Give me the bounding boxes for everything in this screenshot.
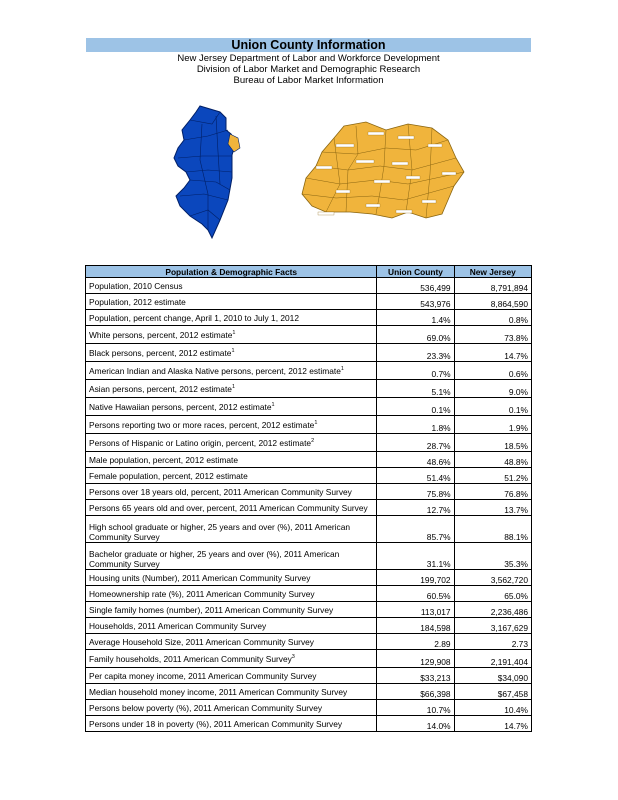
table-row	[86, 684, 532, 700]
footnote-marker: 1	[232, 329, 236, 336]
new-jersey-value: 3,562,720	[454, 570, 531, 586]
new-jersey-map	[168, 100, 248, 245]
fact-label	[86, 294, 377, 310]
fact-label-text: Family households, 2011 American Community Survey	[89, 653, 292, 664]
table-row	[86, 650, 532, 668]
fact-label-text: Per capita money income, 2011 American Community Survey	[89, 670, 317, 681]
fact-label	[86, 618, 377, 634]
union-county-value: 199,702	[377, 570, 454, 586]
new-jersey-value: 2,236,486	[454, 602, 531, 618]
footnote-marker: 1	[271, 401, 275, 408]
fact-label-text: Single family homes (number), 2011 American Community Survey	[89, 604, 334, 615]
fact-label-text: Average Household Size, 2011 American Community Survey	[89, 636, 314, 647]
fact-label	[86, 650, 377, 668]
fact-label-text: Female population, percent, 2012 estimate	[89, 470, 248, 481]
fact-label-text: Population, 2010 Census	[89, 280, 183, 291]
new-jersey-value: 2.73	[454, 634, 531, 650]
table-row	[86, 294, 532, 310]
new-jersey-value: 65.0%	[454, 586, 531, 602]
fact-label	[86, 602, 377, 618]
new-jersey-value: 48.8%	[454, 452, 531, 468]
new-jersey-value: 35.3%	[454, 543, 531, 570]
union-county-value: 31.1%	[377, 543, 454, 570]
union-county-value: 113,017	[377, 602, 454, 618]
new-jersey-value: 76.8%	[454, 484, 531, 500]
union-county-value: 48.6%	[377, 452, 454, 468]
fact-label-text: Households, 2011 American Community Survey	[89, 620, 267, 631]
new-jersey-value: 14.7%	[454, 716, 531, 732]
table-row	[86, 700, 532, 716]
table-row	[86, 398, 532, 416]
union-county-value: 60.5%	[377, 586, 454, 602]
fact-label-text: Population, 2012 estimate	[89, 296, 186, 307]
new-jersey-value: 8,791,894	[454, 278, 531, 294]
fact-label	[86, 516, 377, 543]
union-county-value: 2.89	[377, 634, 454, 650]
table-row	[86, 434, 532, 452]
fact-label-text: Persons over 18 years old, percent, 2011 American Community Survey	[89, 486, 352, 497]
fact-label	[86, 398, 377, 416]
fact-label-text: Persons 65 years old and over, percent, 2011 American Community Survey	[89, 502, 368, 513]
union-county-value: 75.8%	[377, 484, 454, 500]
union-county-column-header: Union County	[377, 266, 454, 278]
union-county-value: 184,598	[377, 618, 454, 634]
footnote-marker: 1	[231, 347, 235, 354]
table-row	[86, 362, 532, 380]
fact-label	[86, 716, 377, 732]
table-row	[86, 468, 532, 484]
fact-label	[86, 362, 377, 380]
fact-label	[86, 570, 377, 586]
fact-label-text: American Indian and Alaska Native persons, percent, 2012 estimate	[89, 365, 341, 376]
footnote-marker: 1	[340, 365, 344, 372]
table-row	[86, 278, 532, 294]
union-county-value: 0.7%	[377, 362, 454, 380]
footnote-marker: 1	[314, 419, 318, 426]
footnote-marker: 2	[311, 437, 315, 444]
fact-label	[86, 468, 377, 484]
fact-label-text: Bachelor graduate or higher, 25 years and over (%), 2011 American Community Survey	[89, 549, 340, 569]
union-county-value: 536,499	[377, 278, 454, 294]
division-line: Division of Labor Market and Demographic Research	[196, 64, 421, 75]
fact-label	[86, 684, 377, 700]
footnote-marker: 3	[291, 653, 295, 660]
new-jersey-value: 13.7%	[454, 500, 531, 516]
bureau-line: Bureau of Labor Market Information	[233, 75, 384, 86]
fact-label	[86, 344, 377, 362]
union-county-value: 28.7%	[377, 434, 454, 452]
new-jersey-value: 0.8%	[454, 310, 531, 326]
union-county-value: 69.0%	[377, 326, 454, 344]
union-county-value: 543,976	[377, 294, 454, 310]
facts-column-header: Population & Demographic Facts	[86, 266, 377, 278]
fact-label	[86, 380, 377, 398]
fact-label-text: High school graduate or higher, 25 years and over (%), 2011 American Community Survey	[89, 522, 351, 542]
table-row	[86, 668, 532, 684]
new-jersey-value: 51.2%	[454, 468, 531, 484]
union-county-value: 85.7%	[377, 516, 454, 543]
fact-label	[86, 434, 377, 452]
new-jersey-value: 73.8%	[454, 326, 531, 344]
new-jersey-value: 10.4%	[454, 700, 531, 716]
union-county-value: $33,213	[377, 668, 454, 684]
new-jersey-value: 9.0%	[454, 380, 531, 398]
fact-label	[86, 543, 377, 570]
table-row	[86, 452, 532, 468]
union-county-value: 1.4%	[377, 310, 454, 326]
fact-label	[86, 416, 377, 434]
union-county-value: 1.8%	[377, 416, 454, 434]
fact-label	[86, 452, 377, 468]
table-row	[86, 500, 532, 516]
fact-label-text: Housing units (Number), 2011 American Community Survey	[89, 572, 311, 583]
fact-label-text: White persons, percent, 2012 estimate	[89, 329, 233, 340]
table-row	[86, 543, 532, 570]
table-row	[86, 586, 532, 602]
table-row	[86, 602, 532, 618]
fact-label	[86, 586, 377, 602]
union-county-value: 0.1%	[377, 398, 454, 416]
fact-label-text: Population, percent change, April 1, 2010 to July 1, 2012	[89, 312, 299, 323]
new-jersey-value: 3,167,629	[454, 618, 531, 634]
fact-label-text: Persons reporting two or more races, percent, 2012 estimate	[89, 419, 315, 430]
table-row	[86, 416, 532, 434]
fact-label-text: Black persons, percent, 2012 estimate	[89, 347, 232, 358]
page-title: Union County Information	[86, 38, 531, 52]
table-row	[86, 484, 532, 500]
union-county-value: 129,908	[377, 650, 454, 668]
union-county-value: 10.7%	[377, 700, 454, 716]
table-row	[86, 310, 532, 326]
union-county-value: 14.0%	[377, 716, 454, 732]
new-jersey-value: $67,458	[454, 684, 531, 700]
fact-label-text: Homeownership rate (%), 2011 American Community Survey	[89, 588, 315, 599]
fact-label-text: Persons under 18 in poverty (%), 2011 American Community Survey	[89, 718, 343, 729]
fact-label	[86, 634, 377, 650]
table-row	[86, 570, 532, 586]
new-jersey-value: 1.9%	[454, 416, 531, 434]
fact-label-text: Persons below poverty (%), 2011 American Community Survey	[89, 702, 323, 713]
new-jersey-value: 88.1%	[454, 516, 531, 543]
fact-label-text: Asian persons, percent, 2012 estimate	[89, 383, 232, 394]
table-row	[86, 634, 532, 650]
table-row	[86, 344, 532, 362]
new-jersey-column-header: New Jersey	[454, 266, 531, 278]
table-row	[86, 516, 532, 543]
fact-label	[86, 700, 377, 716]
union-county-value: 51.4%	[377, 468, 454, 484]
fact-label	[86, 310, 377, 326]
fact-label	[86, 500, 377, 516]
fact-label-text: Persons of Hispanic or Latino origin, percent, 2012 estimate	[89, 437, 312, 448]
fact-label	[86, 278, 377, 294]
fact-label-text: Median household money income, 2011 American Community Survey	[89, 686, 348, 697]
table-header-row	[86, 266, 532, 278]
demographic-facts-table	[85, 265, 532, 732]
fact-label-text: Native Hawaiian persons, percent, 2012 estimate	[89, 401, 272, 412]
new-jersey-value: 0.1%	[454, 398, 531, 416]
fact-label	[86, 484, 377, 500]
new-jersey-value: 18.5%	[454, 434, 531, 452]
union-county-value: 12.7%	[377, 500, 454, 516]
fact-label-text: Male population, percent, 2012 estimate	[89, 454, 238, 465]
union-county-value: 23.3%	[377, 344, 454, 362]
new-jersey-value: 0.6%	[454, 362, 531, 380]
table-row	[86, 380, 532, 398]
union-county-value: 5.1%	[377, 380, 454, 398]
new-jersey-value: $34,090	[454, 668, 531, 684]
table-row	[86, 618, 532, 634]
union-county-map	[296, 114, 466, 226]
footnote-marker: 1	[231, 383, 235, 390]
new-jersey-value: 8,864,590	[454, 294, 531, 310]
union-county-value: $66,398	[377, 684, 454, 700]
fact-label	[86, 326, 377, 344]
fact-label	[86, 668, 377, 684]
table-row	[86, 716, 532, 732]
new-jersey-value: 14.7%	[454, 344, 531, 362]
new-jersey-value: 2,191,404	[454, 650, 531, 668]
table-row	[86, 326, 532, 344]
department-line: New Jersey Department of Labor and Workforce Development	[177, 53, 440, 64]
